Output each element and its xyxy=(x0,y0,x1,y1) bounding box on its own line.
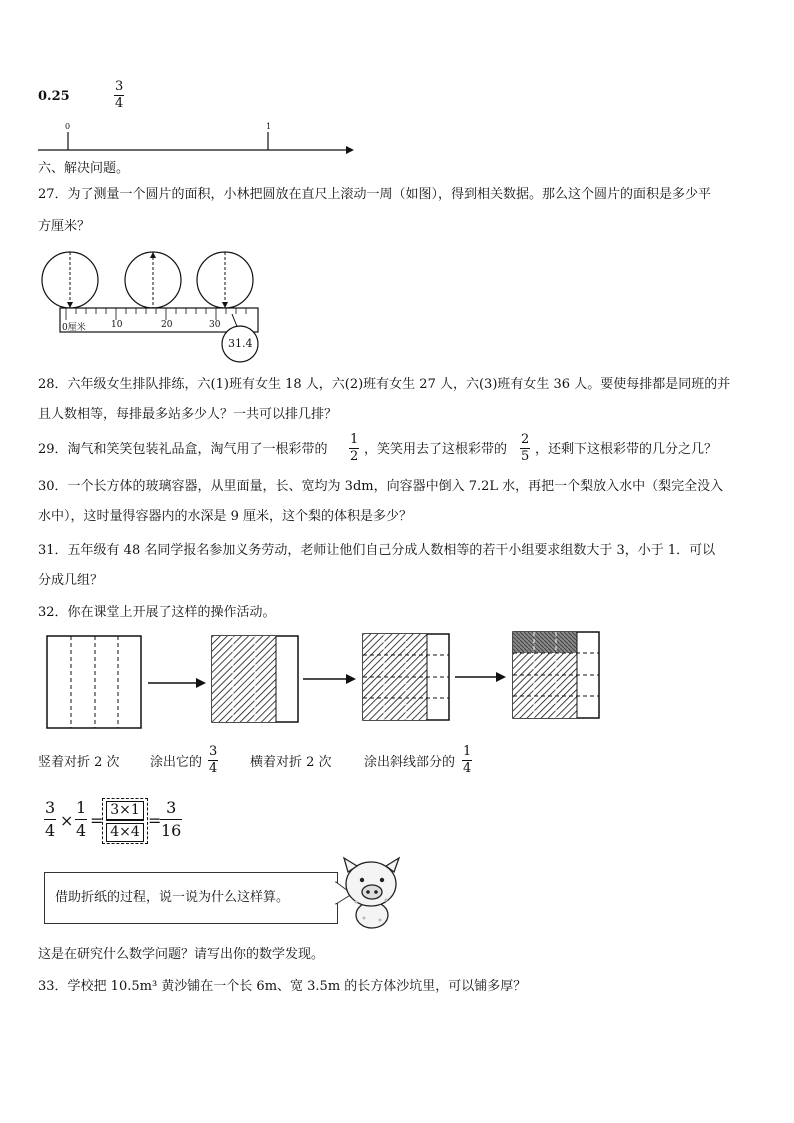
number-line-fraction: 3 4 xyxy=(115,79,124,111)
tick-label-1: 1 xyxy=(266,122,272,131)
caption-vertical-fold: 竖着对折 2 次 xyxy=(38,755,120,770)
ruler-label-0: 0厘米 xyxy=(62,323,86,333)
q29-part3: ，还剩下这根彩带的几分之几？ xyxy=(535,442,718,457)
section-title: 六、解决问题。 xyxy=(38,161,130,176)
caption-shade-fraction: 3 4 xyxy=(209,744,218,776)
caption-shade-hatched: 涂出斜线部分的 xyxy=(364,755,456,770)
tick-label-0: 0 xyxy=(65,122,71,131)
eq-boxed-numerator: 3×1 xyxy=(106,801,144,820)
q30-line1: 30．一个长方体的玻璃容器，从里面量，长、宽均为 3dm，向容器中倒入 7.2L 水，再把一个梨放入水中（梨完全没入 xyxy=(38,479,724,494)
q27-line1: 27．为了测量一个圆片的面积，小林把圆放在直尺上滚动一周（如图），得到相关数据。那么这个圆片的面积是多少平 xyxy=(38,187,712,202)
caption-horizontal-fold: 横着对折 2 次 xyxy=(250,755,332,770)
q29-fraction-2: 2 5 xyxy=(521,432,530,464)
eq-equals-1: = xyxy=(90,811,104,830)
q29-fraction-1: 1 2 xyxy=(350,432,359,464)
eq-boxed-denominator: 4×4 xyxy=(106,823,144,842)
eq-fraction-b: 1 4 xyxy=(76,798,87,840)
q28-line2: 且人数相等，每排最多站多少人？一共可以排几排？ xyxy=(38,407,338,422)
q33-line1: 33．学校把 10.5m³ 黄沙铺在一个长 6m、宽 3.5m 的长方体沙坑里，可以铺多厚？ xyxy=(38,979,527,994)
q31-line1: 31．五年级有 48 名同学报名参加义务劳动，老师让他们自己分成人数相等的若干小组要求组数大于 3，小于 1．可以 xyxy=(38,543,716,558)
ruler-label-20: 20 xyxy=(161,320,173,330)
ruler-result: 31.4 xyxy=(228,337,253,350)
eq-fraction-a: 3 4 xyxy=(45,798,56,840)
caption-hatched-fraction: 1 4 xyxy=(463,744,472,776)
q31-line2: 分成几组？ xyxy=(38,573,104,588)
eq-fraction-d: 3 16 xyxy=(161,798,182,840)
caption-shade: 涂出它的 xyxy=(150,755,203,770)
q32-question: 这是在研究什么数学问题？请写出你的数学发现。 xyxy=(38,947,325,962)
q28-line1: 28．六年级女生排队排练，六(1)班有女生 18 人，六(2)班有女生 27 人，六(3)班有女生 36 人。要使每排都是同班的并 xyxy=(38,377,731,392)
q29-part1: 29．淘气和笑笑包装礼品盒，淘气用了一根彩带的 xyxy=(38,442,328,457)
eq-times-sign: × xyxy=(60,811,74,830)
ruler-label-30: 30 xyxy=(209,320,221,330)
speech-bubble-text: 借助折纸的过程，说一说为什么这样算。 xyxy=(55,890,290,905)
q32-title: 32．你在课堂上开展了这样的操作活动。 xyxy=(38,605,276,620)
q29-part2: ，笑笑用去了这根彩带的 xyxy=(364,442,508,457)
q30-line2: 水中），这时量得容器内的水深是 9 厘米，这个梨的体积是多少？ xyxy=(38,509,413,524)
eq-equals-2: = xyxy=(148,811,162,830)
q27-line2: 方厘米？ xyxy=(38,219,91,234)
ruler-label-10: 10 xyxy=(111,320,123,330)
number-line-value: 0.25 xyxy=(38,89,70,104)
